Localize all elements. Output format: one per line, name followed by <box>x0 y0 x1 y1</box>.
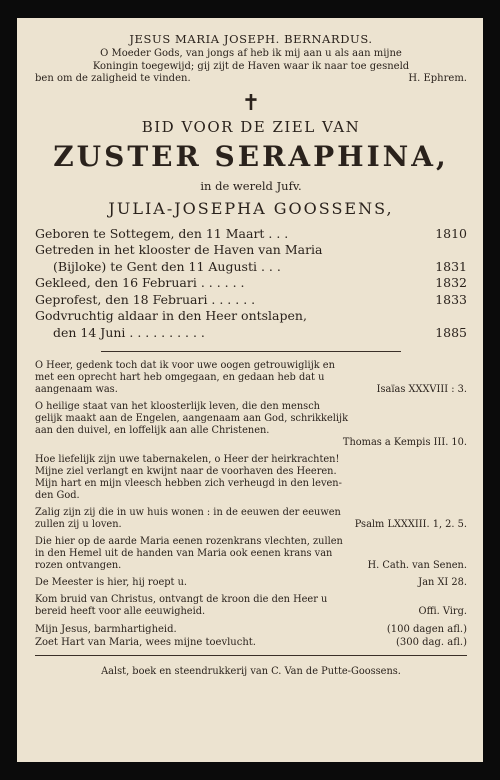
printer-credit: Aalst, boek en steendrukkerij van C. Van de Putte-Goossens. <box>101 666 401 677</box>
quote: Zalig zijn zij die in uw huis wonen : in de eeuwen der eeuwen zullen zij u loven. Psalm LXXXIII. 1, 2. 5. <box>35 507 467 530</box>
quote-source: Jan XI 28. <box>418 577 467 588</box>
life-events <box>35 226 467 342</box>
life-event: den 14 Juni . . . . . . . . . . 1885 <box>53 324 467 340</box>
quote-source: Offi. Virg. <box>418 606 467 617</box>
quote: O heilige staat van het kloosterlijk leven, die den mensch gelijk maakt aan de Engelen, aangenaam aan God, schrikkelijk aan den duivel, en loffelijk aan alle Christenen. Thomas a Kempis III. 10. <box>35 401 467 448</box>
quote: De Meester is hier, hij roept u. Jan XI 28. <box>35 577 467 588</box>
heading: BID VOOR DE ZIEL VAN <box>141 117 361 136</box>
life-event: Geprofest, den 18 Februari . . . . . . 1833 <box>35 291 467 307</box>
indulgence-row: Zoet Hart van Maria, wees mijne toevlucht. (300 dag. afl.) <box>35 637 467 648</box>
birth-name: JULIA-JOSEPHA GOOSSENS, <box>108 198 394 218</box>
life-event: Getreden in het klooster de Haven van Maria <box>35 242 323 257</box>
life-event: Geboren te Sottegem, den 11 Maart . . . 1810 <box>35 225 467 241</box>
life-event: Gekleed, den 16 Februari . . . . . . 1832 <box>35 275 467 290</box>
cross-icon: ✝ <box>241 90 261 116</box>
quote-source: Psalm LXXXIII. 1, 2. 5. <box>354 519 467 530</box>
prayer-source: H. Ephrem. <box>408 73 467 84</box>
life-event: Godvruchtig aldaar in den Heer ontslapen, <box>35 308 307 323</box>
prayer-line: Koningin toegewijd; gij zijt de Haven waar ik naar toe gesneld <box>92 60 410 72</box>
quote-source: Thomas a Kempis III. 10. <box>342 437 467 448</box>
quote: O Heer, gedenk toch dat ik voor uwe oogen getrouwiglijk en met een oprecht hart heb omgegaan, en gedaan heb dat u aangenaam was. Isaïas XXXVIII : 3. <box>35 360 467 395</box>
bottom-divider <box>35 655 467 656</box>
quote: Hoe liefelijk zijn uwe tabernakelen, o Heer der heirkrachten! Mijne ziel verlangt en kwijnt naar de voorhaven des Heeren. Mijn hart en mijn vleesch hebben zich verheugd in den leven- den God. <box>35 454 342 501</box>
invocation: JESUS MARIA JOSEPH. BERNARDUS. <box>129 32 373 46</box>
indulgence-row: Mijn Jesus, barmhartigheid. (100 dagen afl.) <box>35 624 467 635</box>
prayer-line: ben om de zaligheid te vinden. <box>35 73 191 84</box>
life-event: (Bijloke) te Gent den 11 Augusti . . . 1831 <box>53 258 467 274</box>
quote: Die hier op de aarde Maria eenen rozenkrans vlechten, zullen in den Hemel uit de handen van Maria ook eenen krans van rozen ontvangen. H. Cath. van Senen. <box>35 536 467 571</box>
ephrem-prayer <box>35 48 467 86</box>
quote-source: H. Cath. van Senen. <box>367 560 467 571</box>
prayer-line: O Moeder Gods, van jongs af heb ik mij aan u als aan mijne <box>100 48 402 59</box>
deceased-name: ZUSTER SERAPHINA, <box>53 139 449 173</box>
worldly-intro: in de wereld Jufv. <box>200 178 302 193</box>
prayer-last-row <box>35 73 467 86</box>
memorial-card <box>17 18 483 762</box>
quote: Kom bruid van Christus, ontvangt de kroon die den Heer u bereid heeft voor alle eeuwigheid. Offi. Virg. <box>35 594 467 617</box>
quote-source: Isaïas XXXVIII : 3. <box>376 384 467 395</box>
divider <box>101 351 401 352</box>
